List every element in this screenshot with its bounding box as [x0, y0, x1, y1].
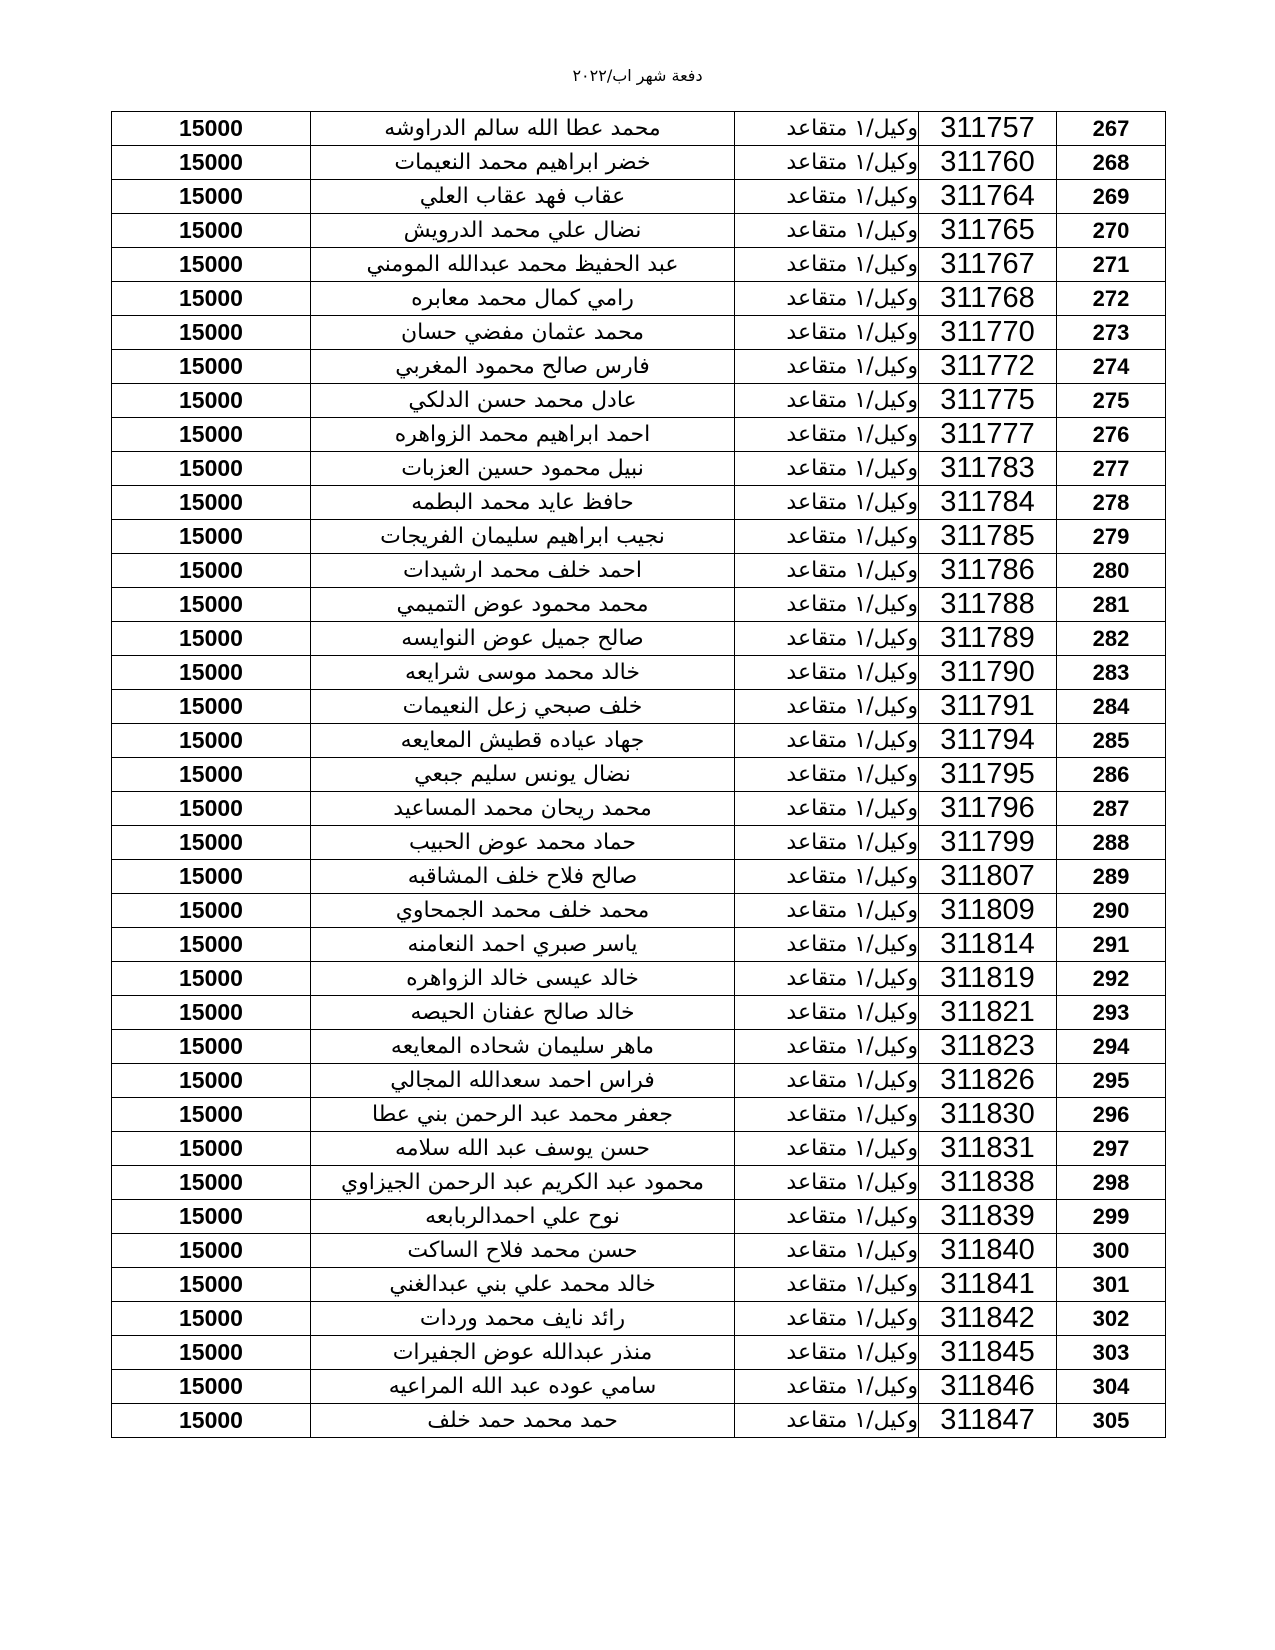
table-row: [112, 1132, 1166, 1166]
table-row: [112, 894, 1166, 928]
rank-cell: وكيل/١ متقاعد: [735, 758, 919, 792]
sequence-cell: 268: [1057, 146, 1166, 180]
table-row: [112, 1200, 1166, 1234]
rank-cell: وكيل/١ متقاعد: [735, 146, 919, 180]
id-number-cell: 311846: [919, 1370, 1057, 1404]
id-number-cell: 311839: [919, 1200, 1057, 1234]
amount-cell: 15000: [112, 1268, 311, 1302]
table-row: [112, 180, 1166, 214]
sequence-cell: 270: [1057, 214, 1166, 248]
sequence-cell: 293: [1057, 996, 1166, 1030]
rank-cell: وكيل/١ متقاعد: [735, 1030, 919, 1064]
amount-cell: 15000: [112, 894, 311, 928]
table-row: [112, 554, 1166, 588]
rank-cell: وكيل/١ متقاعد: [735, 1370, 919, 1404]
name-cell: جهاد عياده قطيش المعايعه: [311, 724, 735, 758]
id-number-cell: 311789: [919, 622, 1057, 656]
table-row: [112, 1064, 1166, 1098]
id-number-cell: 311838: [919, 1166, 1057, 1200]
sequence-cell: 303: [1057, 1336, 1166, 1370]
table-row: [112, 792, 1166, 826]
rank-cell: وكيل/١ متقاعد: [735, 384, 919, 418]
table-row: [112, 418, 1166, 452]
id-number-cell: 311768: [919, 282, 1057, 316]
rank-cell: وكيل/١ متقاعد: [735, 1064, 919, 1098]
sequence-cell: 275: [1057, 384, 1166, 418]
rank-cell: وكيل/١ متقاعد: [735, 1336, 919, 1370]
name-cell: فارس صالح محمود المغربي: [311, 350, 735, 384]
table-row: [112, 1234, 1166, 1268]
sequence-cell: 297: [1057, 1132, 1166, 1166]
name-cell: رائد نايف محمد وردات: [311, 1302, 735, 1336]
id-number-cell: 311770: [919, 316, 1057, 350]
sequence-cell: 273: [1057, 316, 1166, 350]
sequence-cell: 278: [1057, 486, 1166, 520]
id-number-cell: 311788: [919, 588, 1057, 622]
sequence-cell: 271: [1057, 248, 1166, 282]
table-row: [112, 1404, 1166, 1438]
rank-cell: وكيل/١ متقاعد: [735, 418, 919, 452]
sequence-cell: 284: [1057, 690, 1166, 724]
amount-cell: 15000: [112, 724, 311, 758]
sequence-cell: 300: [1057, 1234, 1166, 1268]
table-row: [112, 1302, 1166, 1336]
name-cell: احمد خلف محمد ارشيدات: [311, 554, 735, 588]
name-cell: جعفر محمد عبد الرحمن بني عطا: [311, 1098, 735, 1132]
rank-cell: وكيل/١ متقاعد: [735, 690, 919, 724]
id-number-cell: 311809: [919, 894, 1057, 928]
amount-cell: 15000: [112, 1234, 311, 1268]
id-number-cell: 311767: [919, 248, 1057, 282]
id-number-cell: 311796: [919, 792, 1057, 826]
id-number-cell: 311784: [919, 486, 1057, 520]
amount-cell: 15000: [112, 520, 311, 554]
sequence-cell: 288: [1057, 826, 1166, 860]
rank-cell: وكيل/١ متقاعد: [735, 1098, 919, 1132]
table-row: [112, 520, 1166, 554]
sequence-cell: 298: [1057, 1166, 1166, 1200]
table-row: [112, 1336, 1166, 1370]
sequence-cell: 290: [1057, 894, 1166, 928]
table-row: [112, 282, 1166, 316]
rank-cell: وكيل/١ متقاعد: [735, 724, 919, 758]
name-cell: ماهر سليمان شحاده المعايعه: [311, 1030, 735, 1064]
name-cell: محمود عبد الكريم عبد الرحمن الجيزاوي: [311, 1166, 735, 1200]
name-cell: نضال يونس سليم جبعي: [311, 758, 735, 792]
rank-cell: وكيل/١ متقاعد: [735, 1132, 919, 1166]
name-cell: رامي كمال محمد معابره: [311, 282, 735, 316]
id-number-cell: 311772: [919, 350, 1057, 384]
id-number-cell: 311819: [919, 962, 1057, 996]
name-cell: خضر ابراهيم محمد النعيمات: [311, 146, 735, 180]
sequence-cell: 267: [1057, 112, 1166, 146]
rank-cell: وكيل/١ متقاعد: [735, 248, 919, 282]
id-number-cell: 311783: [919, 452, 1057, 486]
rank-cell: وكيل/١ متقاعد: [735, 1166, 919, 1200]
id-number-cell: 311799: [919, 826, 1057, 860]
table-row: [112, 860, 1166, 894]
table-row: [112, 1370, 1166, 1404]
id-number-cell: 311785: [919, 520, 1057, 554]
amount-cell: 15000: [112, 180, 311, 214]
rank-cell: وكيل/١ متقاعد: [735, 316, 919, 350]
amount-cell: 15000: [112, 656, 311, 690]
rank-cell: وكيل/١ متقاعد: [735, 1302, 919, 1336]
name-cell: ياسر صبري احمد النعامنه: [311, 928, 735, 962]
name-cell: احمد ابراهيم محمد الزواهره: [311, 418, 735, 452]
sequence-cell: 299: [1057, 1200, 1166, 1234]
sequence-cell: 289: [1057, 860, 1166, 894]
table-row: [112, 690, 1166, 724]
sequence-cell: 281: [1057, 588, 1166, 622]
table-row: [112, 112, 1166, 146]
rank-cell: وكيل/١ متقاعد: [735, 214, 919, 248]
name-cell: محمد ريحان محمد المساعيد: [311, 792, 735, 826]
sequence-cell: 280: [1057, 554, 1166, 588]
amount-cell: 15000: [112, 1132, 311, 1166]
table-row: [112, 214, 1166, 248]
name-cell: خلف صبحي زعل النعيمات: [311, 690, 735, 724]
id-number-cell: 311845: [919, 1336, 1057, 1370]
amount-cell: 15000: [112, 418, 311, 452]
sequence-cell: 295: [1057, 1064, 1166, 1098]
amount-cell: 15000: [112, 282, 311, 316]
amount-cell: 15000: [112, 758, 311, 792]
amount-cell: 15000: [112, 860, 311, 894]
id-number-cell: 311790: [919, 656, 1057, 690]
table-row: [112, 452, 1166, 486]
sequence-cell: 294: [1057, 1030, 1166, 1064]
id-number-cell: 311777: [919, 418, 1057, 452]
sequence-cell: 276: [1057, 418, 1166, 452]
amount-cell: 15000: [112, 962, 311, 996]
id-number-cell: 311794: [919, 724, 1057, 758]
payment-roster-table: [111, 111, 1166, 1438]
amount-cell: 15000: [112, 316, 311, 350]
id-number-cell: 311821: [919, 996, 1057, 1030]
sequence-cell: 286: [1057, 758, 1166, 792]
id-number-cell: 311760: [919, 146, 1057, 180]
sequence-cell: 282: [1057, 622, 1166, 656]
rank-cell: وكيل/١ متقاعد: [735, 554, 919, 588]
sequence-cell: 277: [1057, 452, 1166, 486]
name-cell: حسن يوسف عبد الله سلامه: [311, 1132, 735, 1166]
sequence-cell: 296: [1057, 1098, 1166, 1132]
sequence-cell: 283: [1057, 656, 1166, 690]
id-number-cell: 311795: [919, 758, 1057, 792]
amount-cell: 15000: [112, 112, 311, 146]
rank-cell: وكيل/١ متقاعد: [735, 894, 919, 928]
name-cell: عقاب فهد عقاب العلي: [311, 180, 735, 214]
rank-cell: وكيل/١ متقاعد: [735, 656, 919, 690]
amount-cell: 15000: [112, 452, 311, 486]
sequence-cell: 291: [1057, 928, 1166, 962]
table-row: [112, 622, 1166, 656]
name-cell: خالد محمد موسى شرايعه: [311, 656, 735, 690]
rank-cell: وكيل/١ متقاعد: [735, 1404, 919, 1438]
name-cell: حسن محمد فلاح الساكت: [311, 1234, 735, 1268]
amount-cell: 15000: [112, 214, 311, 248]
name-cell: خالد عيسى خالد الزواهره: [311, 962, 735, 996]
name-cell: محمد خلف محمد الجمحاوي: [311, 894, 735, 928]
rank-cell: وكيل/١ متقاعد: [735, 622, 919, 656]
name-cell: عادل محمد حسن الدلكي: [311, 384, 735, 418]
sequence-cell: 272: [1057, 282, 1166, 316]
sequence-cell: 301: [1057, 1268, 1166, 1302]
table-row: [112, 1098, 1166, 1132]
id-number-cell: 311757: [919, 112, 1057, 146]
table-row: [112, 1030, 1166, 1064]
sequence-cell: 292: [1057, 962, 1166, 996]
amount-cell: 15000: [112, 1404, 311, 1438]
sequence-cell: 285: [1057, 724, 1166, 758]
name-cell: محمد محمود عوض التميمي: [311, 588, 735, 622]
table-row: [112, 758, 1166, 792]
table-row: [112, 248, 1166, 282]
amount-cell: 15000: [112, 1302, 311, 1336]
amount-cell: 15000: [112, 384, 311, 418]
rank-cell: وكيل/١ متقاعد: [735, 112, 919, 146]
rank-cell: وكيل/١ متقاعد: [735, 588, 919, 622]
name-cell: خالد صالح عفنان الحيصه: [311, 996, 735, 1030]
id-number-cell: 311826: [919, 1064, 1057, 1098]
amount-cell: 15000: [112, 1370, 311, 1404]
rank-cell: وكيل/١ متقاعد: [735, 180, 919, 214]
name-cell: صالح جميل عوض النوايسه: [311, 622, 735, 656]
name-cell: محمد عثمان مفضي حسان: [311, 316, 735, 350]
table-row: [112, 1268, 1166, 1302]
id-number-cell: 311847: [919, 1404, 1057, 1438]
rank-cell: وكيل/١ متقاعد: [735, 520, 919, 554]
id-number-cell: 311764: [919, 180, 1057, 214]
name-cell: نجيب ابراهيم سليمان الفريجات: [311, 520, 735, 554]
name-cell: سامي عوده عبد الله المراعيه: [311, 1370, 735, 1404]
name-cell: حماد محمد عوض الحبيب: [311, 826, 735, 860]
amount-cell: 15000: [112, 928, 311, 962]
table-row: [112, 1166, 1166, 1200]
table-row: [112, 588, 1166, 622]
id-number-cell: 311823: [919, 1030, 1057, 1064]
sequence-cell: 274: [1057, 350, 1166, 384]
amount-cell: 15000: [112, 146, 311, 180]
roster-body: [112, 112, 1166, 1438]
rank-cell: وكيل/١ متقاعد: [735, 350, 919, 384]
table-row: [112, 486, 1166, 520]
rank-cell: وكيل/١ متقاعد: [735, 962, 919, 996]
rank-cell: وكيل/١ متقاعد: [735, 1234, 919, 1268]
id-number-cell: 311830: [919, 1098, 1057, 1132]
name-cell: نبيل محمود حسين العزبات: [311, 452, 735, 486]
rank-cell: وكيل/١ متقاعد: [735, 792, 919, 826]
rank-cell: وكيل/١ متقاعد: [735, 486, 919, 520]
sequence-cell: 279: [1057, 520, 1166, 554]
rank-cell: وكيل/١ متقاعد: [735, 928, 919, 962]
id-number-cell: 311814: [919, 928, 1057, 962]
table-row: [112, 996, 1166, 1030]
name-cell: خالد محمد علي بني عبدالغني: [311, 1268, 735, 1302]
amount-cell: 15000: [112, 486, 311, 520]
id-number-cell: 311775: [919, 384, 1057, 418]
sequence-cell: 269: [1057, 180, 1166, 214]
id-number-cell: 311791: [919, 690, 1057, 724]
table-row: [112, 316, 1166, 350]
page-title: دفعة شهر اب/٢٠٢٢: [572, 66, 703, 85]
table-row: [112, 724, 1166, 758]
table-row: [112, 826, 1166, 860]
rank-cell: وكيل/١ متقاعد: [735, 282, 919, 316]
amount-cell: 15000: [112, 792, 311, 826]
table-row: [112, 962, 1166, 996]
sequence-cell: 305: [1057, 1404, 1166, 1438]
rank-cell: وكيل/١ متقاعد: [735, 1200, 919, 1234]
amount-cell: 15000: [112, 1030, 311, 1064]
id-number-cell: 311842: [919, 1302, 1057, 1336]
amount-cell: 15000: [112, 1064, 311, 1098]
name-cell: محمد عطا الله سالم الدراوشه: [311, 112, 735, 146]
id-number-cell: 311807: [919, 860, 1057, 894]
amount-cell: 15000: [112, 622, 311, 656]
rank-cell: وكيل/١ متقاعد: [735, 452, 919, 486]
amount-cell: 15000: [112, 690, 311, 724]
amount-cell: 15000: [112, 1200, 311, 1234]
amount-cell: 15000: [112, 1098, 311, 1132]
table-row: [112, 384, 1166, 418]
sequence-cell: 304: [1057, 1370, 1166, 1404]
name-cell: منذر عبدالله عوض الجفيرات: [311, 1336, 735, 1370]
id-number-cell: 311765: [919, 214, 1057, 248]
id-number-cell: 311786: [919, 554, 1057, 588]
amount-cell: 15000: [112, 1166, 311, 1200]
table-row: [112, 928, 1166, 962]
amount-cell: 15000: [112, 554, 311, 588]
table-row: [112, 146, 1166, 180]
id-number-cell: 311840: [919, 1234, 1057, 1268]
amount-cell: 15000: [112, 996, 311, 1030]
name-cell: نضال علي محمد الدرويش: [311, 214, 735, 248]
amount-cell: 15000: [112, 1336, 311, 1370]
rank-cell: وكيل/١ متقاعد: [735, 826, 919, 860]
name-cell: حافظ عايد محمد البطمه: [311, 486, 735, 520]
name-cell: فراس احمد سعدالله المجالي: [311, 1064, 735, 1098]
name-cell: عبد الحفيظ محمد عبدالله المومني: [311, 248, 735, 282]
name-cell: نوح علي احمدالربابعه: [311, 1200, 735, 1234]
amount-cell: 15000: [112, 248, 311, 282]
amount-cell: 15000: [112, 826, 311, 860]
sequence-cell: 287: [1057, 792, 1166, 826]
table-row: [112, 350, 1166, 384]
id-number-cell: 311831: [919, 1132, 1057, 1166]
id-number-cell: 311841: [919, 1268, 1057, 1302]
name-cell: صالح فلاح خلف المشاقبه: [311, 860, 735, 894]
rank-cell: وكيل/١ متقاعد: [735, 1268, 919, 1302]
amount-cell: 15000: [112, 350, 311, 384]
amount-cell: 15000: [112, 588, 311, 622]
rank-cell: وكيل/١ متقاعد: [735, 860, 919, 894]
sequence-cell: 302: [1057, 1302, 1166, 1336]
rank-cell: وكيل/١ متقاعد: [735, 996, 919, 1030]
name-cell: حمد محمد حمد خلف: [311, 1404, 735, 1438]
table-row: [112, 656, 1166, 690]
